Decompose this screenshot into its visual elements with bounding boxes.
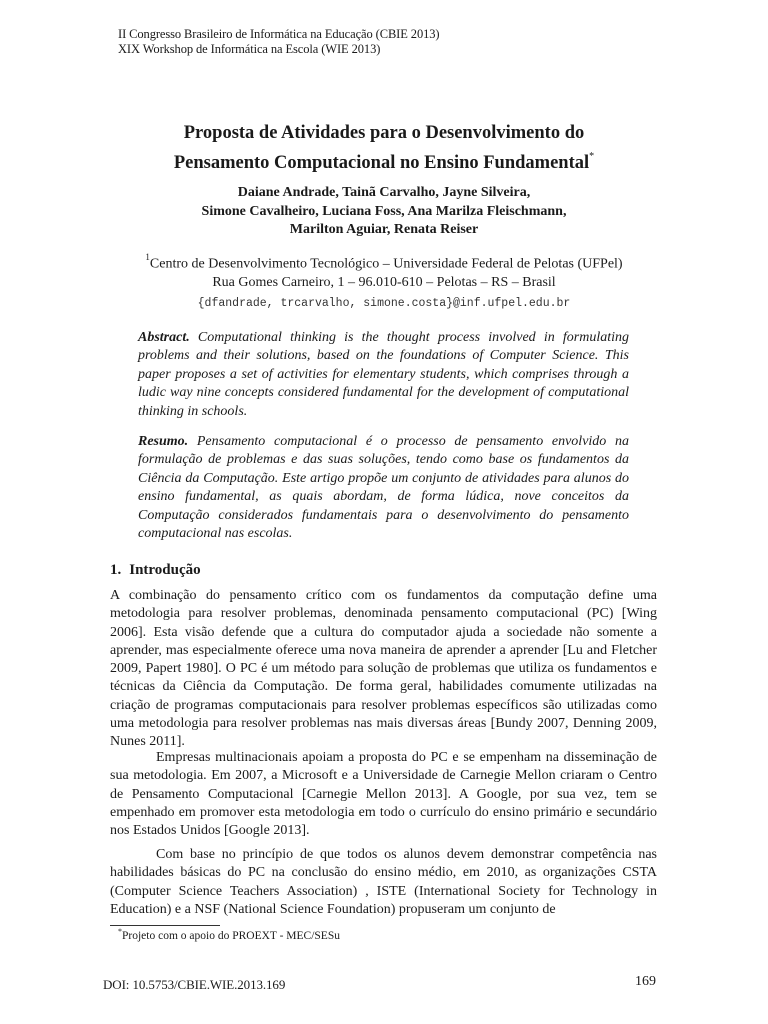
abstract-label: Abstract. (138, 330, 190, 345)
author-emails: {dfandrade, trcarvalho, simone.costa}@inf.ufpel.edu.br (197, 297, 571, 310)
affiliation-marker: 1 (145, 252, 150, 262)
body-paragraph-2: Empresas multinacionais apoiam a proposta do PC e se empenham na disseminação de sua metodologia. Em 2007, a Microsoft e a Universidade de Carnegie Mellon criaram o Centro de Pensamento Computacional [Carnegie Mellon 2013]. A Google, por sua vez, tem se empenhado em promover esta metodologia em todo o currículo do ensino primário e secundário nos Estados Unidos [Google 2013]. (110, 750, 657, 839)
page-number: 169 (635, 974, 656, 989)
title-footnote-marker: * (589, 151, 595, 162)
affiliation-line-1-text: Centro de Desenvolvimento Tecnológico – Universidade Federal de Pelotas (UFPel) (149, 256, 623, 272)
paper-title-line-1: Proposta de Atividades para o Desenvolvimento do (183, 123, 585, 143)
resumo-text: Pensamento computacional é o processo de pensamento envolvido na formulação de problemas e das suas soluções, tendo como base os fundamentos da Ciência da Computação. Este artigo propõe um conjunto de atividades para alunos do ensino fundamental, as quais abordam, de forma lúdica, nove conceitos da Computação considerados fundamentais para o desenvolvimento do pensamento computacional nas escolas. (138, 434, 629, 542)
resumo-label: Resumo. (138, 434, 189, 449)
conference-header (118, 27, 439, 57)
footnote-marker: * (118, 927, 122, 936)
author-line-2: Simone Cavalheiro, Luciana Foss, Ana Marilza Fleischmann, (201, 203, 567, 219)
doi-footer: DOI: 10.5753/CBIE.WIE.2013.169 (103, 977, 286, 992)
affiliation-line-1 (110, 250, 658, 274)
author-list (110, 184, 658, 240)
abstract-text: Computational thinking is the thought process involved in formulating problems and their solutions, based on the foundations of Computer Science. This paper proposes a set of activities for elementary students, which comprises through a ludic way nine concepts considered fundamental for the development of computational thinking in schools. (138, 330, 630, 419)
affiliation (110, 250, 658, 293)
section-heading (110, 562, 201, 579)
footnote (118, 927, 340, 942)
author-line-3: Marilton Aguiar, Renata Reiser (289, 222, 479, 238)
paper-title-line-2 (110, 146, 658, 176)
abstract-english (138, 329, 629, 421)
section-number: 1. (110, 562, 122, 578)
paper-title-line-2-text: Pensamento Computacional no Ensino Fundamental (173, 153, 590, 174)
author-line-1: Daiane Andrade, Tainã Carvalho, Jayne Silveira, (237, 185, 531, 200)
section-title: Introdução (129, 562, 201, 578)
body-paragraph-1: A combinação do pensamento crítico com os fundamentos da computação define uma metodologia para resolver problemas, denominada pensamento computacional (PC) [Wing 2006]. Esta visão defende que a cultura do computador ajuda a sociedade não somente a aprender, mas especialmente oferece uma nova maneira de aprender a aprender [Lu and Fletcher 2009, Papert 1980]. O PC é um método para solução de problemas que utiliza os fundamentos e técnicas da Ciência da Computação. De forma geral, habilidades comumente utilizadas na criação de programas computacionais para resolver problemas específicos são utilizadas como uma metodologia para resolver problemas nas mais diversas áreas [Bundy 2007, Denning 2009, Nunes 2011]. (110, 588, 657, 750)
body-paragraph-3: Com base no princípio de que todos os alunos devem demonstrar competência nas habilidades básicas do PC na conclusão do ensino médio, em 2010, as organizações CSTA (Computer Science Teachers Association) , ISTE (International Society for Technology in Education) e a NSF (National Science Foundation) propuseram um conjunto de (110, 847, 657, 917)
affiliation-line-2: Rua Gomes Carneiro, 1 – 96.010-610 – Pelotas – RS – Brasil (212, 275, 556, 291)
abstract-portuguese (138, 433, 629, 543)
conference-header-line-1: II Congresso Brasileiro de Informática na Educação (CBIE 2013) (118, 27, 440, 41)
paper-title (110, 121, 658, 176)
footnote-divider (110, 925, 220, 926)
footnote-text: Projeto com o apoio do PROEXT - MEC/SESu (122, 929, 340, 942)
conference-header-line-2: XIX Workshop de Informática na Escola (WIE 2013) (118, 42, 381, 56)
